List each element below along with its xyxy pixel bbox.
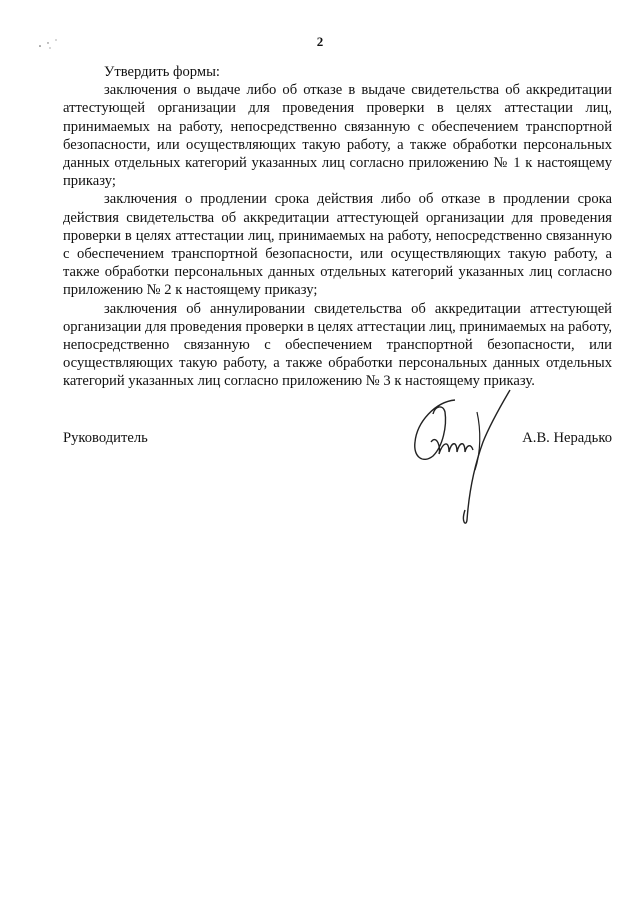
paragraph-form-1: заключения о выдаче либо об отказе в выдаче свидетельства об аккредитации аттестующей организации для проведения проверки в целях аттестации лиц, принимаемых на работу, непосредственно связанную с обеспечением транспортной безопасности, или осуществляющих такую работу, а также обработки персональных данных отдельных категорий указанных лиц согласно приложению № 1 к настоящему приказу;: [63, 82, 612, 190]
signer-title: Руководитель: [63, 430, 148, 446]
document-body: [63, 63, 612, 391]
paragraph-form-2: заключения о продлении срока действия либо об отказе в продлении срока действия свидетельства об аккредитации аттестующей организации для проведения проверки в целях аттестации лиц, принимаемых на работу, непосредственно связанную с обеспечением транспортной безопасности, или осуществляющих такую работу, а также обработки персональных данных отдельных категорий указанных лиц согласно приложению № 2 к настоящему приказу;: [63, 191, 612, 299]
intro-line: Утвердить формы:: [104, 64, 220, 80]
page-number: 2: [316, 34, 324, 49]
handwritten-signature-icon: [395, 382, 525, 532]
signer-name: А.В. Нерадько: [522, 430, 612, 446]
paragraph-form-3: заключения об аннулировании свидетельства об аккредитации аттестующей организации для проведения проверки в целях аттестации лиц, принимаемых на работу, непосредственно связанную с обеспечением транспортной безопасности, или осуществляющих такую работу, а также обработки персональных данных отдельных категорий указанных лиц согласно приложению № 3 к настоящему приказу.: [63, 300, 612, 390]
